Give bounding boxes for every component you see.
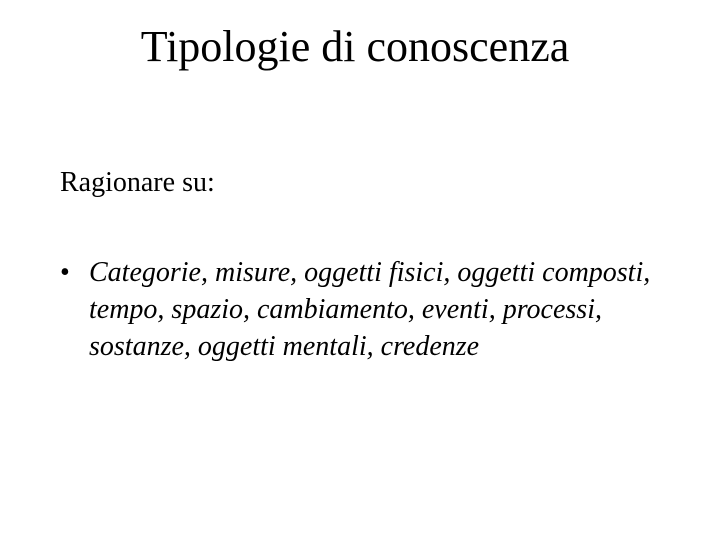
bullet-dot-icon: •: [60, 257, 70, 288]
slide-title: Tipologie di conoscenza: [140, 22, 570, 71]
bullet-text: Categorie, misure, oggetti fisici, oggetti composti, tempo, spazio, cambiamento, eventi, processi, sostanze, oggetti mentali, credenze: [89, 257, 651, 362]
intro-text: Ragionare su:: [60, 167, 215, 198]
bullet-list: [60, 254, 660, 365]
bullet-item: [60, 254, 660, 365]
